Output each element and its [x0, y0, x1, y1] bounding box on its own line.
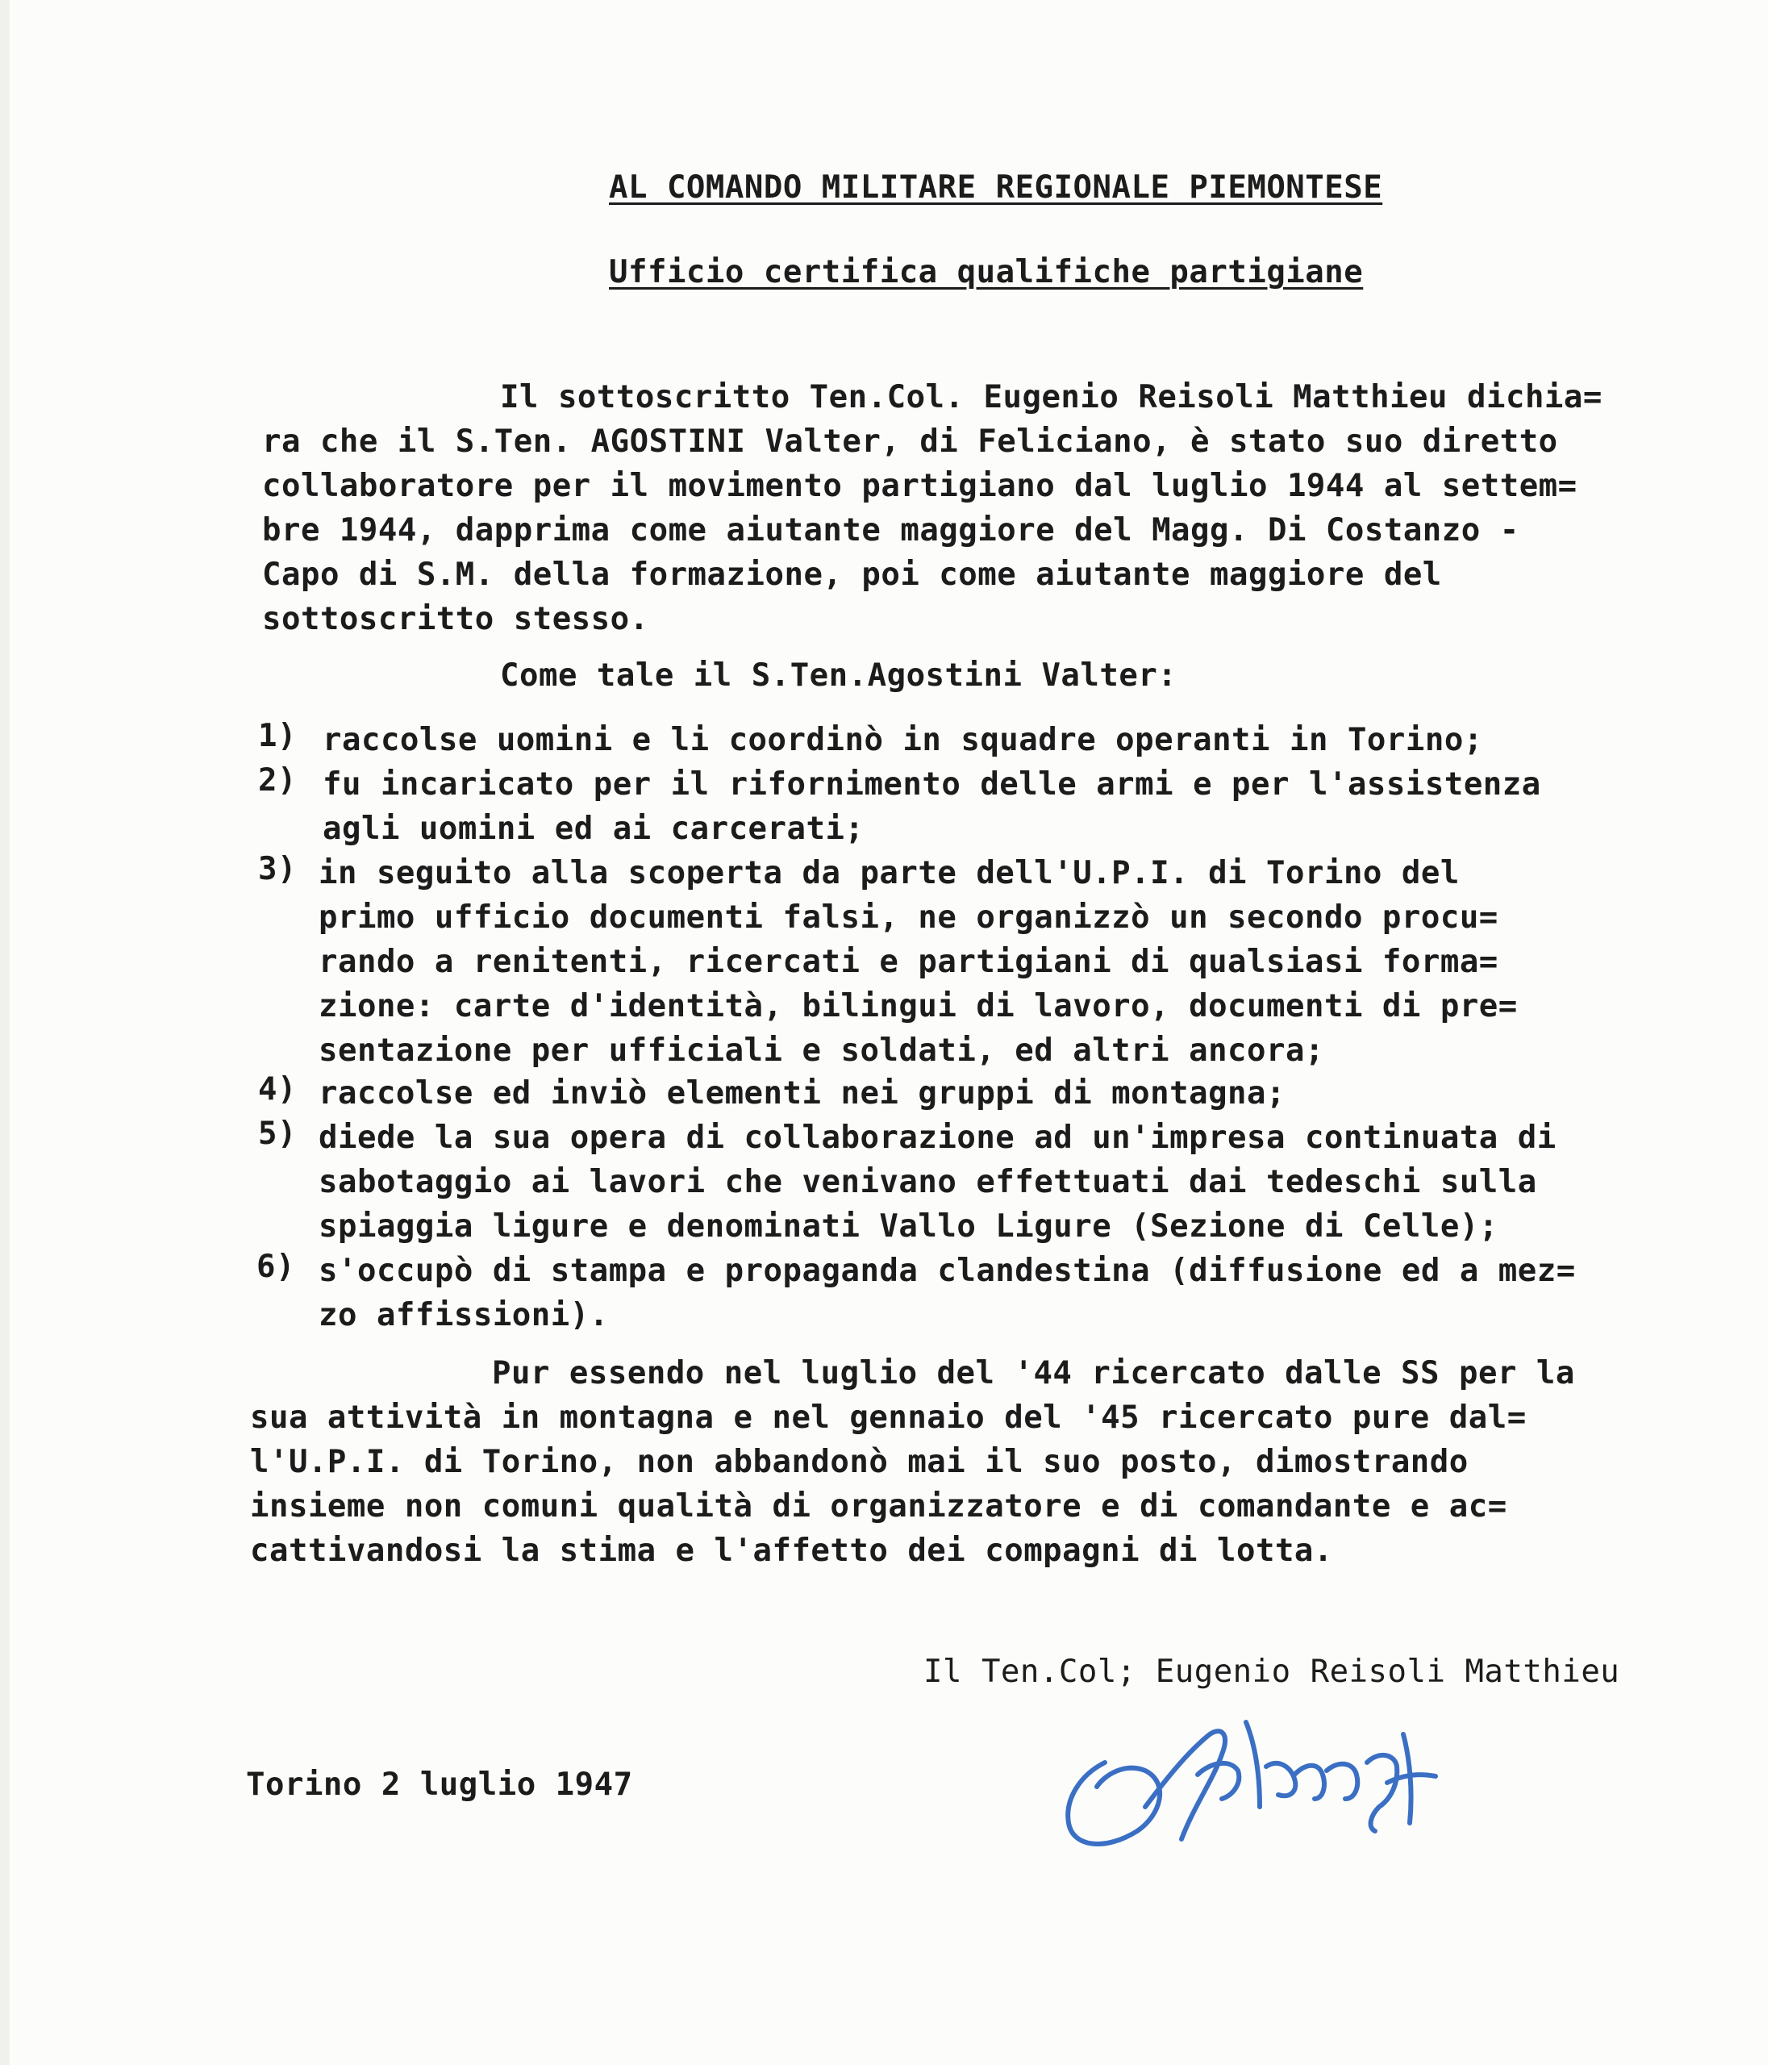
item-line: diede la sua opera di collaborazione ad un'impresa continuata di [319, 1120, 1557, 1156]
intro-line: collaboratore per il movimento partigiano dal luglio 1944 al settem= [262, 468, 1577, 504]
item-line: agli uomini ed ai carcerati; [323, 811, 865, 847]
item-number: 2) [258, 762, 297, 799]
item-line: in seguito alla scoperta da parte dell'U.P.I. di Torino del [319, 855, 1460, 891]
item-number: 6) [256, 1249, 295, 1285]
intro-line: ra che il S.Ten. AGOSTINI Valter, di Feliciano, è stato suo diretto [262, 423, 1558, 460]
item-line: zione: carte d'identità, bilingui di lavoro, documenti di pre= [319, 988, 1518, 1024]
item-line: spiaggia ligure e denominati Vallo Ligure (Sezione di Celle); [319, 1208, 1498, 1245]
scan-edge [1768, 0, 1792, 2065]
intro-line: Capo di S.M. della formazione, poi come aiutante maggiore del [262, 557, 1442, 593]
signatory-name: Il Ten.Col; Eugenio Reisoli Matthieu [923, 1654, 1620, 1690]
item-line: primo ufficio documenti falsi, ne organizzò un secondo procu= [319, 899, 1498, 936]
item-line: sabotaggio ai lavori che venivano effettuati dai tedeschi sulla [319, 1164, 1537, 1200]
intro-line: Il sottoscritto Ten.Col. Eugenio Reisoli Matthieu dichia= [500, 379, 1602, 415]
closing-line: cattivandosi la stima e l'affetto dei compagni di lotta. [250, 1533, 1333, 1569]
item-number: 1) [258, 718, 297, 754]
scan-edge [0, 0, 10, 2065]
intro-line: bre 1944, dapprima come aiutante maggiore del Magg. Di Costanzo - [262, 512, 1519, 549]
item-line: fu incaricato per il rifornimento delle armi e per l'assistenza [323, 766, 1541, 803]
item-line: rando a renitenti, ricercati e partigiani di qualsiasi forma= [319, 944, 1498, 980]
item-line: raccolse uomini e li coordinò in squadre operanti in Torino; [323, 722, 1483, 758]
item-number: 4) [258, 1071, 297, 1108]
item-number: 5) [258, 1116, 297, 1152]
closing-line: sua attività in montagna e nel gennaio del '45 ricercato pure dal= [250, 1400, 1527, 1436]
item-number: 3) [258, 851, 297, 887]
header-subtitle: Ufficio certifica qualifiche partigiane [609, 254, 1364, 290]
intro-line: sottoscritto stesso. [262, 601, 649, 637]
header-title: AL COMANDO MILITARE REGIONALE PIEMONTESE [609, 169, 1383, 206]
item-line: sentazione per ufficiali e soldati, ed altri ancora; [319, 1032, 1324, 1069]
closing-line: insieme non comuni qualità di organizzatore e di comandante e ac= [250, 1488, 1507, 1525]
handwritten-signature [1048, 1686, 1532, 1863]
item-line: raccolse ed inviò elementi nei gruppi di montagna; [319, 1075, 1286, 1112]
list-lead: Come tale il S.Ten.Agostini Valter: [500, 657, 1177, 694]
place-date: Torino 2 luglio 1947 [246, 1767, 633, 1803]
closing-line: l'U.P.I. di Torino, non abbandonò mai il suo posto, dimostrando [250, 1444, 1469, 1480]
item-line: zo affissioni). [319, 1297, 609, 1333]
closing-line: Pur essendo nel luglio del '44 ricercato dalle SS per la [492, 1355, 1575, 1391]
item-line: s'occupò di stampa e propaganda clandestina (diffusione ed a mez= [319, 1253, 1576, 1289]
